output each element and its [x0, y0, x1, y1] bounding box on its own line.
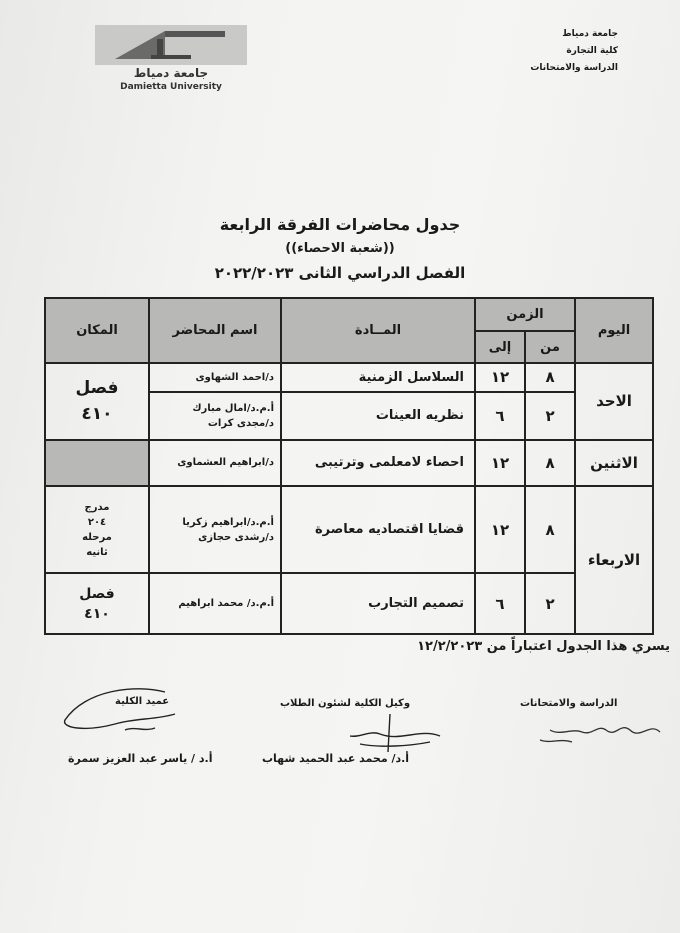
place-cell-empty	[45, 440, 149, 486]
schedule-title: جدول محاضرات الفرقة الرابعة	[219, 215, 461, 234]
place-cell	[45, 486, 149, 574]
place-line: مرحله	[82, 531, 112, 543]
place-label: فصل	[79, 585, 115, 602]
department-name: الدراسة والامتحانات	[530, 63, 618, 73]
lecturer-name: أ.م.د/امال مبارك	[192, 402, 274, 414]
place-number: ٤١٠	[81, 404, 113, 425]
lecturer-name: د/ابراهيم العشماوى	[177, 457, 274, 469]
lecturer-name: د/مجدى كرات	[207, 417, 274, 429]
lecturer-name: د/رشدى حجازى	[198, 531, 274, 543]
lecturer-cell	[149, 392, 281, 440]
subject-cell: نظريه العينات	[281, 392, 475, 440]
subject-cell: تصميم التجارب	[281, 573, 475, 634]
dept-signature	[520, 718, 670, 750]
header-subject: المــادة	[281, 298, 475, 363]
lecturer-cell	[149, 440, 281, 486]
day-monday: الاثنين	[575, 440, 653, 486]
day-sunday: الاحد	[575, 363, 653, 440]
time-to: ٦	[475, 573, 525, 634]
schedule-table	[44, 297, 654, 635]
dean-signature	[55, 680, 185, 750]
dept-signature-label: الدراسة والامتحانات	[520, 698, 618, 709]
schedule-semester: الفصل الدراسي الثانى ٢٠٢٢/٢٠٢٣	[214, 264, 466, 282]
vice-dean-name: أ.د/ محمد عبد الحميد شهاب	[262, 752, 410, 765]
table-row	[45, 363, 653, 392]
dean-name: أ.د / ياسر عبد العزيز سمرة	[68, 752, 213, 765]
place-label: فصل	[75, 378, 119, 399]
faculty-name: كلية التجارة	[566, 46, 618, 56]
lecturer-cell	[149, 486, 281, 574]
time-from: ٨	[525, 363, 575, 392]
vice-dean-label: وكيل الكلية لشئون الطلاب	[280, 698, 411, 709]
time-from: ٨	[525, 440, 575, 486]
place-cell	[45, 573, 149, 634]
time-to: ٦	[475, 392, 525, 440]
time-to: ١٢	[475, 363, 525, 392]
place-number: ٤١٠	[84, 605, 110, 622]
header-to: إلى	[475, 331, 525, 362]
university-name: جامعة دمياط	[562, 29, 618, 39]
header-day: اليوم	[575, 298, 653, 363]
header-place: المكان	[45, 298, 149, 363]
time-from: ٨	[525, 486, 575, 574]
place-line: ثانيه	[86, 546, 108, 558]
table-row	[45, 486, 653, 574]
time-to: ١٢	[475, 440, 525, 486]
lecturer-name: أ.م.د/ابراهيم زكريا	[182, 516, 274, 528]
header-lecturer: اسم المحاضر	[149, 298, 281, 363]
subject-cell: السلاسل الزمنية	[281, 363, 475, 392]
lecturer-cell	[149, 363, 281, 392]
time-to: ١٢	[475, 486, 525, 574]
lecturer-name: أ.م.د/ محمد ابراهيم	[178, 598, 274, 610]
time-from: ٢	[525, 392, 575, 440]
place-line: ٢٠٤	[87, 516, 107, 528]
table-row	[45, 440, 653, 486]
place-line: مدرج	[84, 501, 110, 513]
day-wednesday: الاربعاء	[575, 486, 653, 634]
dean-label: عميد الكلية	[115, 696, 170, 707]
table-row	[45, 573, 653, 634]
university-logo	[95, 25, 247, 91]
header-from: من	[525, 331, 575, 362]
vice-dean-signature	[330, 708, 450, 758]
subject-cell: احصاء لامعلمى وترتيبى	[281, 440, 475, 486]
place-cell	[45, 363, 149, 440]
subject-cell: قضايا اقتصاديه معاصرة	[281, 486, 475, 574]
header-time: الزمن	[475, 298, 575, 331]
schedule-division: ((شعبة الاحصاء))	[285, 241, 395, 256]
schedule-titles	[150, 212, 530, 286]
lecturer-name: د/احمد الشهاوى	[195, 371, 274, 383]
svg-text:Damietta University: Damietta University	[120, 82, 222, 91]
time-from: ٢	[525, 573, 575, 634]
university-header	[530, 26, 618, 77]
svg-text:جامعة دمياط: جامعة دمياط	[133, 66, 209, 80]
lecturer-cell	[149, 573, 281, 634]
validity-note: يسري هذا الجدول اعتباراً من ١٢/٢/٢٠٢٣	[417, 639, 670, 654]
